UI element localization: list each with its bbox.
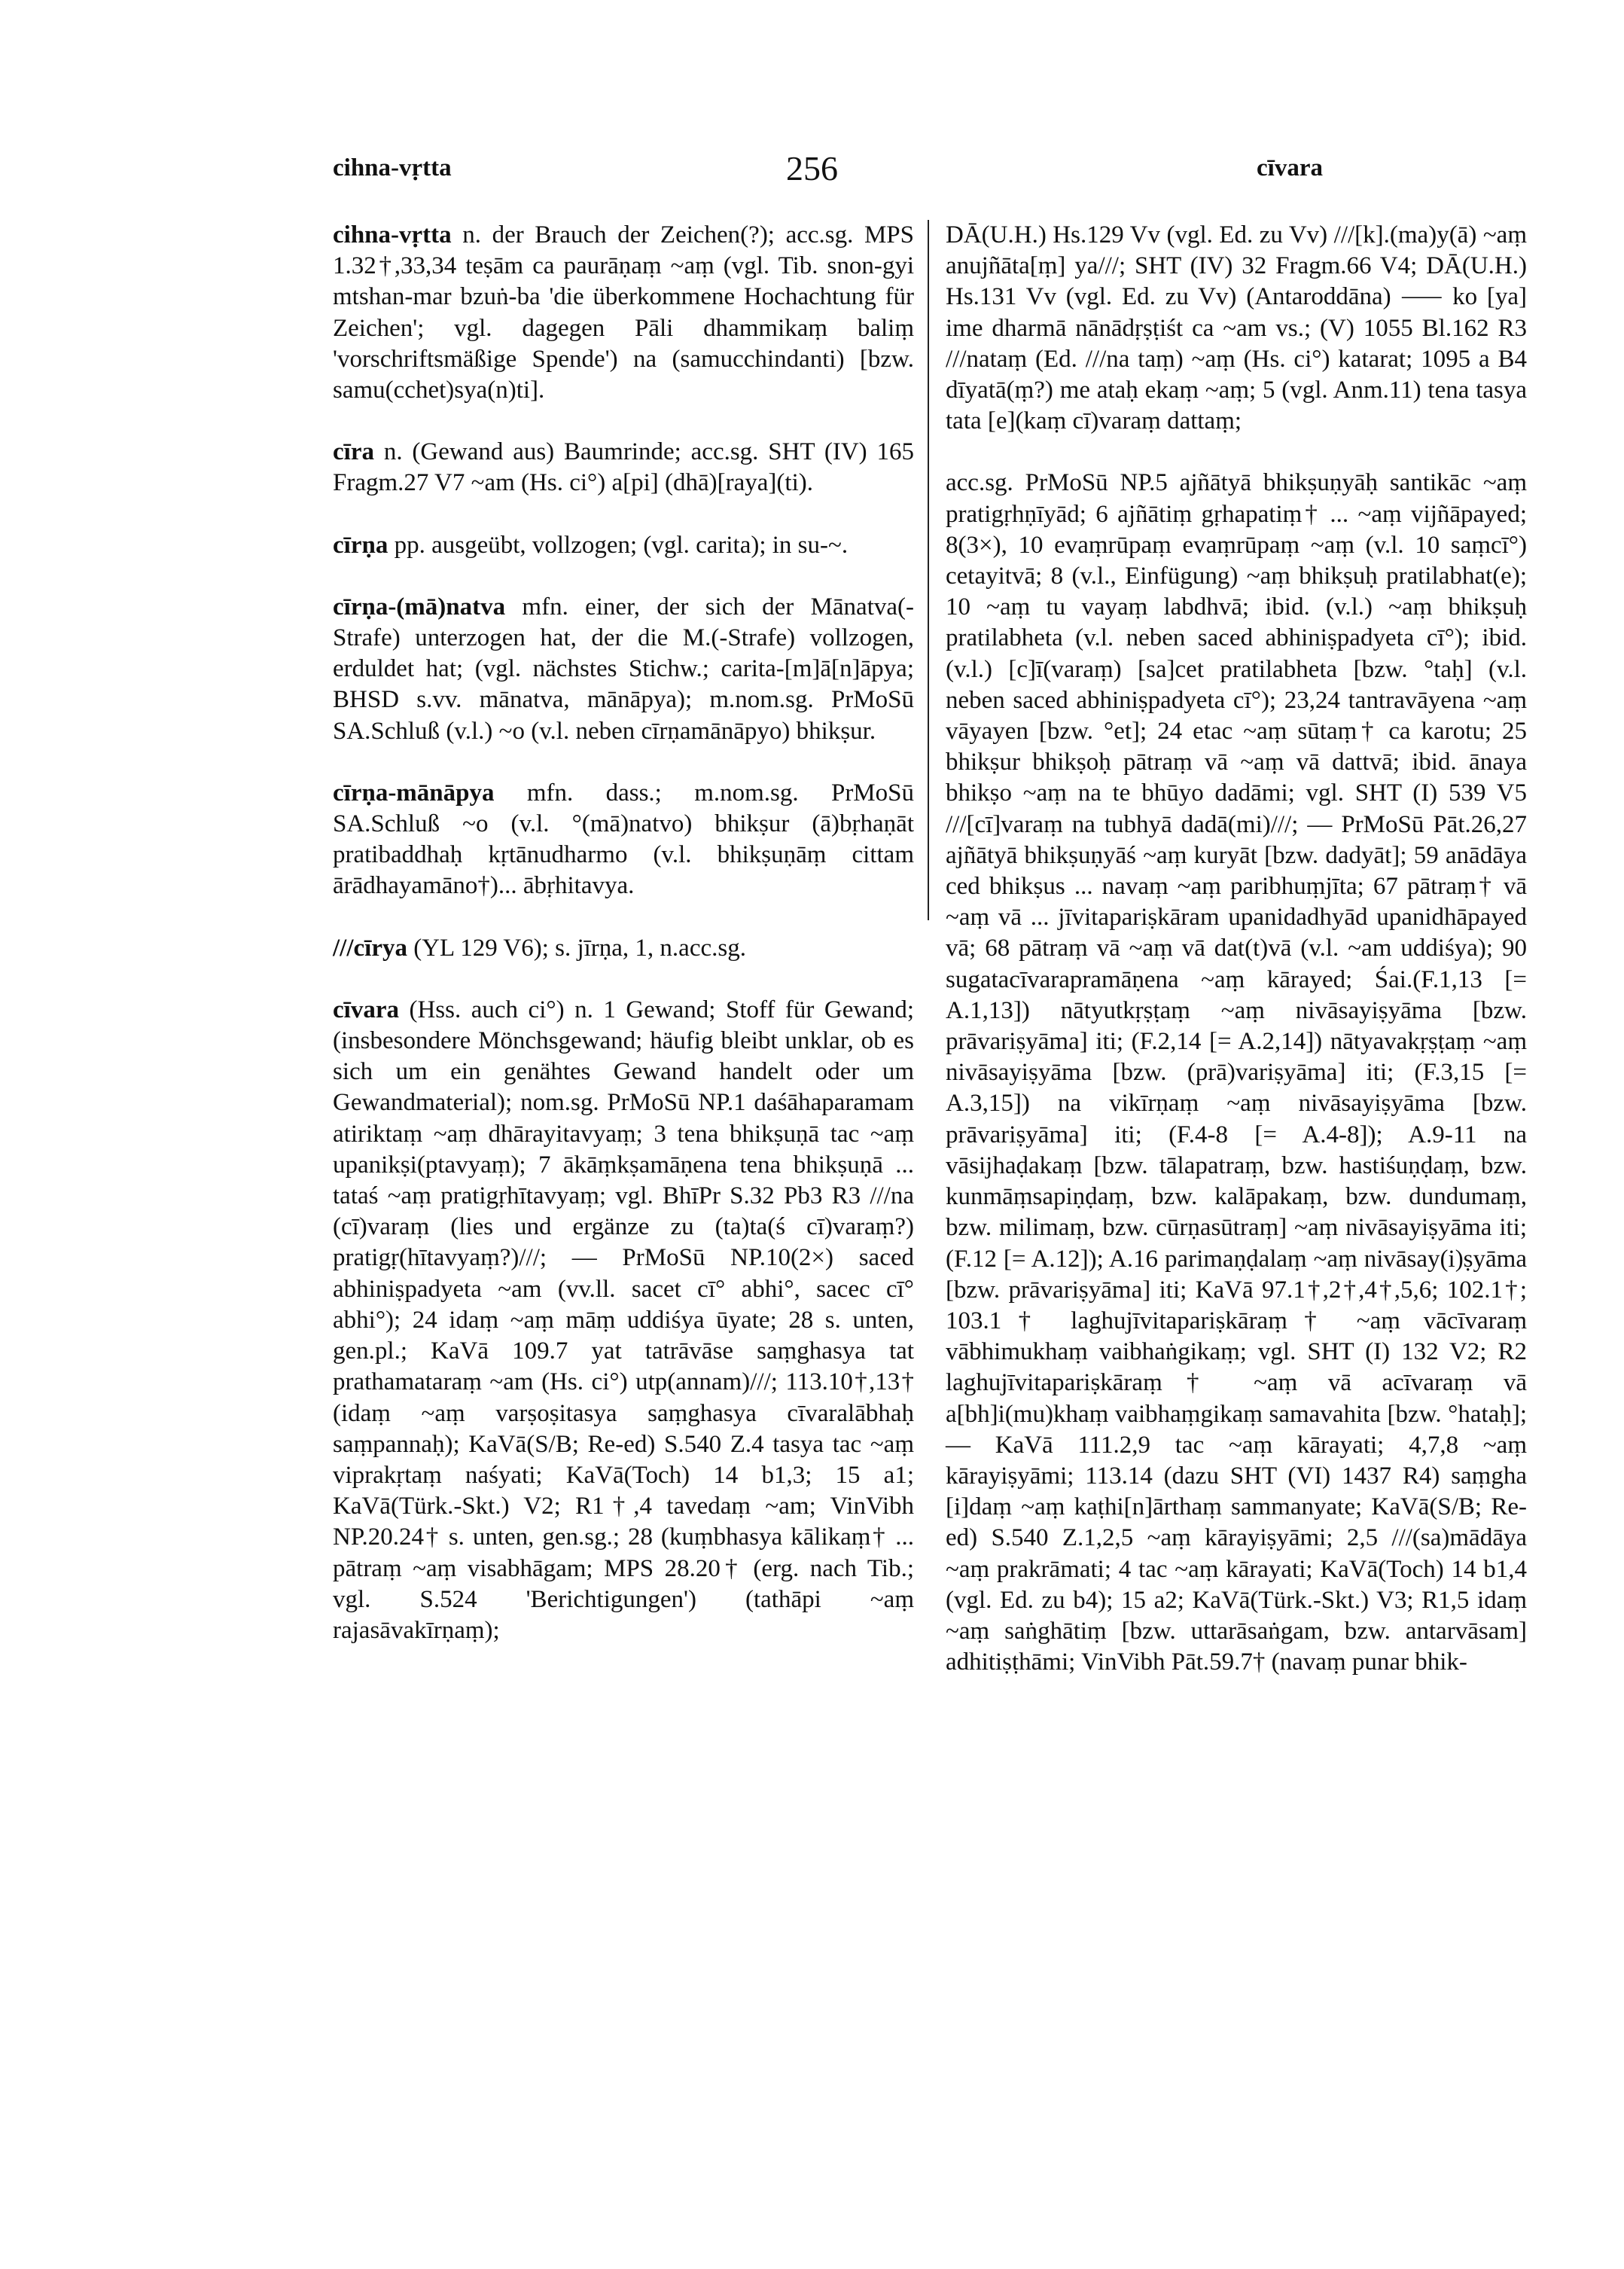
- dictionary-entry: [333, 437, 914, 499]
- header-right-keyword: cīvara: [1257, 154, 1323, 181]
- entry-text: pp. ausgeübt, vollzogen; (vgl. carita); in su-~.: [394, 531, 849, 559]
- dictionary-entry: [333, 592, 914, 747]
- entry-lemma: ///cīrya: [333, 934, 407, 962]
- entry-continuation: acc.sg. PrMoSū NP.5 ajñātyā bhikṣuṇyāḥ santikāc ~aṃ pratigṛhṇīyād; 6 ajñātiṃ gṛhapatiṃ† ... ~aṃ vijñāpayed; 8(3×), 10 evaṃrūpaṃ evaṃrūpaṃ ~aṃ (v.l. 10 saṃcī°) cetayitvā; 8 (v.l., Einfügung) ~aṃ bhikṣuḥ pratilabhat(e); 10 ~aṃ tu vayaṃ labdhvā; ibid. (v.l.) ~aṃ bhikṣuḥ pratilabheta (v.l. neben saced abhiniṣpadyeta cī°); ibid. (v.l.) [c]ī(varaṃ) [sa]cet pratilabheta [bzw. °taḥ] (v.l. neben saced abhiniṣpadyeta cī°); 23,24 tantravāyena ~aṃ vāyayen [bzw. °et]; 24 etac ~aṃ sūtaṃ† ca karotu; 25 bhikṣur bhikṣoḥ pātraṃ vā ~aṃ vā dattvā; ibid. ānaya bhikṣo ~aṃ na te bhūyo dadāmi; vgl. SHT (I) 539 V5 ///[cī]varaṃ na tubhyā dadā(mi)///; — PrMoSū Pāt.26,27 ajñātyā bhikṣuṇyāś ~aṃ kuryāt [bzw. dadyāt]; 59 anādāya ced bhikṣus ... navaṃ ~aṃ paribhuṃjīta; 67 pātraṃ† vā ~aṃ vā ... jīvitapariṣkāram upanidadhyād upanidhāpayed vā; 68 pātraṃ vā ~aṃ vā dat(t)vā (v.l. ~am uddiśya); 90 sugatacīvarapramāṇena ~aṃ kārayed; Śai.(F.1,13 [= A.1,13]) nātyutkṛṣṭaṃ ~aṃ nivāsayiṣyāma [bzw. prāvariṣyāma] iti; (F.2,14 [= A.2,14]) nātyavakṛṣṭaṃ ~aṃ nivāsayiṣyāma [bzw. (prā)variṣyāma] iti; (F.3,15 [= A.3,15]) na vikīrṇaṃ ~aṃ nivāsayiṣyāma [bzw. prāvariṣyāma] iti; (F.4-8 [= A.4-8]); A.9-11 na vāsijhaḍakaṃ [bzw. tālapatraṃ, bzw. hastiśuṇḍaṃ, bzw. kunmāṃsapiṇḍaṃ, bzw. kalāpakaṃ, bzw. dundumaṃ, bzw. milimaṃ, bzw. cūrṇasūtraṃ] ~aṃ nivāsayiṣyāma iti; (F.12 [= A.12]); A.16 parimaṇḍalaṃ ~aṃ nivāsay(i)ṣyāma [bzw. prāvariṣyāma] iti; KaVā 97.1†,2†,4†,5,6; 102.1†; 103.1† laghujīvitapariṣkāraṃ† ~aṃ vācīvaraṃ vābhimukhaṃ vaibhaṅgikaṃ; vgl. SHT (I) 132 V2; R2 laghujīvitapariṣkāraṃ† ~aṃ vā acīvaraṃ vā a[bh]i(mu)khaṃ vaibhaṃgikaṃ samavahita [bzw. °hataḥ]; — KaVā 111.2,9 tac ~aṃ kārayati; 4,7,8 ~aṃ kārayiṣyāmi; 113.14 (dazu SHT (VI) 1437 R4) saṃgha [i]daṃ ~aṃ kaṭhi[n]ārthaṃ sammanyate; KaVā(S/B; Re-ed) S.540 Z.1,2,5 ~aṃ kārayiṣyāmi; 2,5 ///(sa)mādāya ~aṃ prakrāmati; 4 tac ~aṃ kārayati; KaVā(Toch) 14 b1,4 (vgl. Ed. zu b4); 15 a2; KaVā(Türk.-Skt.) V3; R1,5 idaṃ ~aṃ saṅghātiṃ [bzw. uttarāsaṅgam, bzw. antarvāsam] adhitiṣṭhāmi; VinVibh Pāt.59.7† (navaṃ punar bhik-: [946, 469, 1527, 1676]
- entry-lemma: cīra: [333, 438, 374, 466]
- entry-continuation: DĀ(U.H.) Hs.129 Vv (vgl. Ed. zu Vv) ///[k].(ma)y(ā) ~aṃ anujñāta[ṃ] ya///; SHT (IV) 32 Fragm.66 V4; DĀ(U.H.) Hs.131 Vv (vgl. Ed. zu Vv) (Antaroddāna) ⸺ ko [ya] ime dharmā nānādṛṣṭiśt ca ~am vs.; (V) 1055 Bl.162 R3 ///nataṃ (Ed. ///na taṃ) ~aṃ (Hs. ci°) katarat; 1095 a B4 dīyatā(ṃ?) me ataḥ ekaṃ ~aṃ; 5 (vgl. Anm.11) tena tasya tata [e](kaṃ cī)varaṃ dattaṃ;: [946, 221, 1527, 435]
- entry-text: mfn. einer, der sich der Mānatva(-Strafe) unterzogen hat, der die M.(-Strafe) vollzogen, erduldet hat; (vgl. nächstes Stichw.; carita-[m]ā[n]āpya; BHSD s.vv. mānatva, mānāpya); m.nom.sg. PrMoSū SA.Schluß (v.l.) ~o (v.l. neben cīrṇamānāpyo) bhikṣur.: [333, 593, 915, 745]
- dictionary-entry: [333, 530, 914, 561]
- entry-text: mfn. dass.; m.nom.sg. PrMoSū SA.Schluß ~o (v.l. °(mā)natvo) bhikṣur (ā)bṛhaṇāt pratibaddhaḥ kṛtānudharmo (v.l. bhikṣuṇāṃ cittam ārādhayamāno†)... ābṛhitavya.: [333, 779, 914, 900]
- column-divider: [928, 220, 929, 920]
- entry-text: (Hss. auch ci°) n. 1 Gewand; Stoff für Gewand; (insbesondere Mönchsgewand; häufig bleibt unklar, ob es sich um ein genähtes Gewand handelt oder um Gewandmaterial); nom.sg. PrMoSū NP.1 daśāhaparamam atiriktaṃ ~aṃ dhārayitavyaṃ; 3 tena bhikṣuṇā tac ~aṃ upanikṣi(ptavyaṃ); 7 ākāṃkṣamāṇena tena bhikṣuṇā ... tataś ~aṃ pratigṛhītavyaṃ; vgl. BhīPr S.32 Pb3 R3 ///na (cī)varaṃ (lies und ergänze zu (ta)ta(ś cī)varaṃ?) pratigṛ(hītavyaṃ?)///; — PrMoSū NP.10(2×) saced abhiniṣpadyeta ~am (vv.ll. sacet cī° abhi°, sacec cī° abhi°); 24 idaṃ ~aṃ māṃ uddiśya ūyate; 28 s. unten, gen.pl.; KaVā 109.7 yat tatrāvāse saṃghasya tat prathamataraṃ ~am (Hs. ci°) utp(annam)///; 113.10†,13† (idaṃ ~aṃ varṣoṣitasya saṃghasya cīvaralābhaḥ saṃpannaḥ); KaVā(S/B; Re-ed) S.540 Z.4 tasya tac ~aṃ viprakṛtaṃ naśyati; KaVā(Toch) 14 b1,3; 15 a1; KaVā(Türk.-Skt.) V2; R1†,4 tavedaṃ ~am; VinVibh NP.20.24† s. unten, gen.sg.; 28 (kuṃbhasya kālikaṃ† ... pātraṃ ~aṃ visabhāgam; MPS 28.20† (erg. nach Tib.; vgl. S.524 'Berichtigungen') (tathāpi ~aṃ rajasāvakīrṇaṃ);: [333, 996, 915, 1644]
- entry-lemma: cīrṇa-(mā)natva: [333, 593, 506, 621]
- entry-lemma: cīrṇa: [333, 531, 388, 559]
- page-number: 256: [786, 149, 838, 188]
- entry-text: n. (Gewand aus) Baumrinde; acc.sg. SHT (IV) 165 Fragm.27 V7 ~am (Hs. ci°) a[pi] (dhā)[raya](ti).: [333, 438, 914, 497]
- entry-text: n. der Brauch der Zeichen(?); acc.sg. MPS 1.32†,33,34 teṣām ca paurāṇaṃ ~aṃ (vgl. Tib. snon-gyi mtshan-mar bzuṅ-ba 'die überkommene Hochachtung für Zeichen'; vgl. dagegen Pāli dhammikaṃ baliṃ 'vorschriftsmäßige Spende') na (samucchindanti) [bzw. samu(cchet)sya(n)ti].: [333, 221, 914, 404]
- entry-lemma: cīrṇa-mānāpya: [333, 779, 495, 807]
- dictionary-entry: [333, 933, 914, 964]
- entry-text: (YL 129 V6); s. jīrṇa, 1, n.acc.sg.: [413, 934, 746, 962]
- entry-lemma: cīvara: [333, 996, 399, 1023]
- left-column: [333, 220, 914, 1677]
- entry-lemma: cihna-vṛtta: [333, 221, 452, 249]
- dictionary-entry: [333, 220, 914, 406]
- running-head: [0, 149, 1624, 200]
- header-left-keyword: cihna-vṛtta: [333, 154, 452, 181]
- right-column: [946, 220, 1527, 1709]
- dictionary-entry: [333, 778, 914, 902]
- dictionary-entry: [333, 995, 914, 1646]
